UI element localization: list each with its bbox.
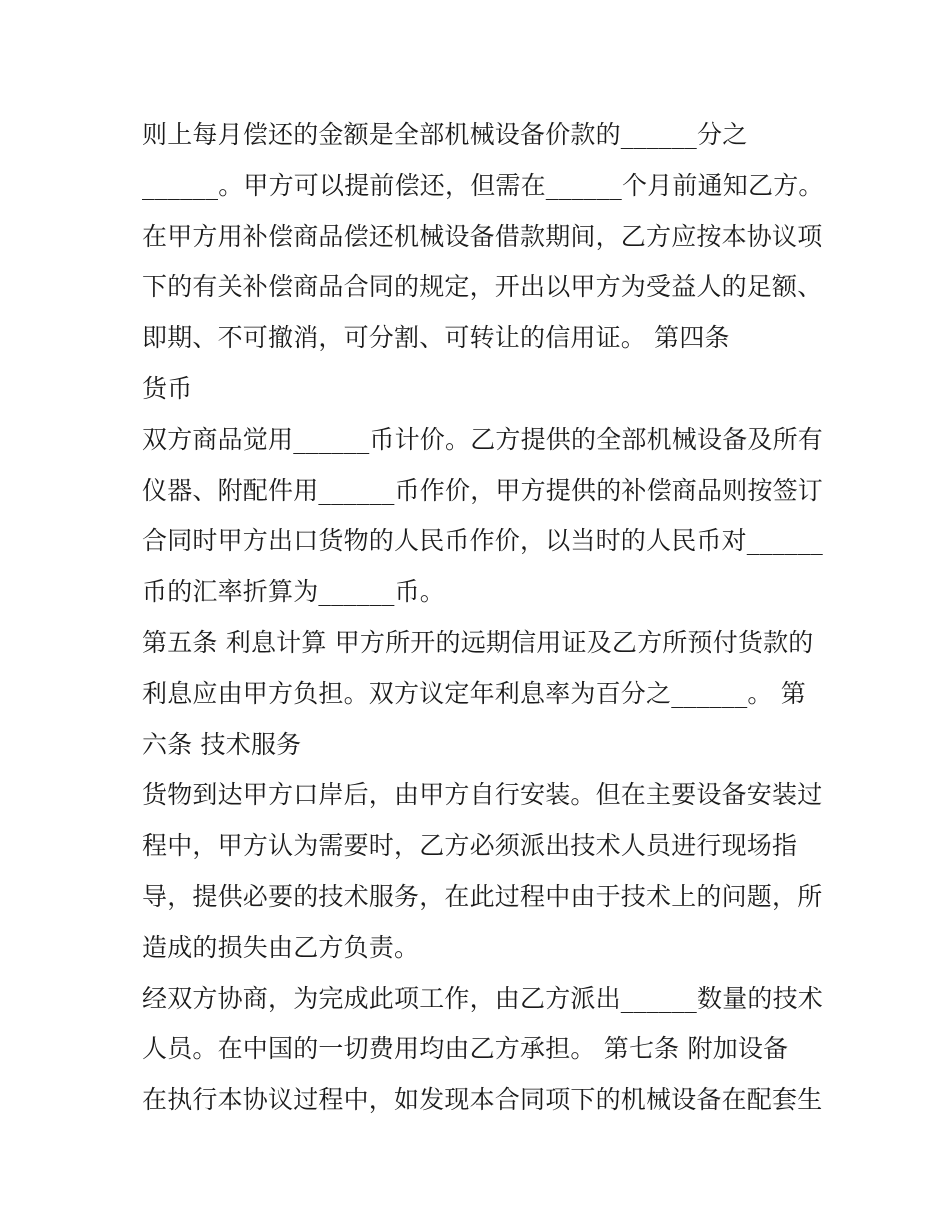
text-line: 程中，甲方认为需要时，乙方必须派出技术人员进行现场指 xyxy=(142,831,798,861)
section-heading: 六条 技术服务 xyxy=(142,729,302,759)
text-line: 造成的损失由乙方负责。 xyxy=(142,932,420,962)
text-line: 币的汇率折算为______币。 xyxy=(142,577,446,607)
text-line: 即期、不可撤消，可分割、可转让的信用证。 第四条 xyxy=(142,323,730,353)
text-line: 利息应由甲方负担。双方议定年利息率为百分之______。 第 xyxy=(142,678,806,708)
text-line: 下的有关补偿商品合同的规定，开出以甲方为受益人的足额、 xyxy=(142,272,823,302)
text-line: 在甲方用补偿商品偿还机械设备借款期间，乙方应按本协议项 xyxy=(142,221,823,251)
text-line: 货物到达甲方口岸后，由甲方自行安装。但在主要设备安装过 xyxy=(142,780,823,810)
text-line: 导，提供必要的技术服务，在此过程中由于技术上的问题，所 xyxy=(142,881,823,911)
text-line: 经双方协商，为完成此项工作，由乙方派出______数量的技术 xyxy=(142,983,824,1013)
text-line: 仪器、附配件用______币作价，甲方提供的补偿商品则按签订 xyxy=(142,475,824,505)
text-line: 在执行本协议过程中，如发现本合同项下的机械设备在配套生 xyxy=(142,1085,823,1115)
text-line: 人员。在中国的一切费用均由乙方承担。 第七条 附加设备 xyxy=(142,1034,789,1064)
section-heading: 货币 xyxy=(142,373,193,403)
text-line: 双方商品觉用______币计价。乙方提供的全部机械设备及所有 xyxy=(142,424,824,454)
text-line: 合同时甲方出口货物的人民币作价，以当时的人民币对______ xyxy=(142,526,824,556)
text-line: ______。甲方可以提前偿还，但需在______个月前通知乙方。 xyxy=(142,170,824,200)
text-line: 第五条 利息计算 甲方所开的远期信用证及乙方所预付货款的 xyxy=(142,627,814,657)
text-line: 则上每月偿还的金额是全部机械设备价款的______分之 xyxy=(142,120,748,149)
contract-text-block xyxy=(142,110,822,1126)
